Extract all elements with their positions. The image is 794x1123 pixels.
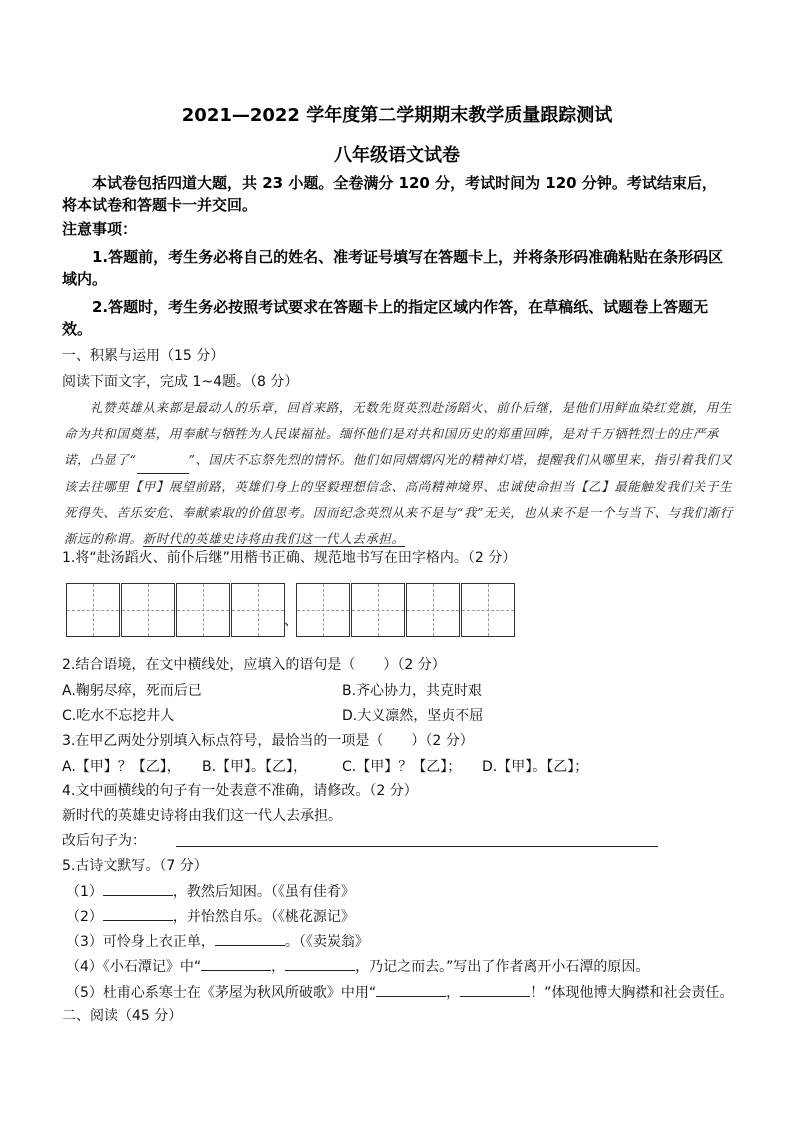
grid-cell (231, 583, 285, 637)
q5-item-middle: ， (446, 985, 461, 1001)
grid-cell (296, 583, 350, 637)
fill-blank (103, 906, 173, 921)
q5-item-prefix: （4）《小石潭记》中“ (66, 959, 202, 975)
grid-cell (351, 583, 405, 637)
q3-option-c: C.【甲】？【乙】； (342, 759, 462, 775)
reading-passage (64, 395, 734, 552)
q5-item-suffix: ！”体现他博大胸襟和社会责任。 (530, 985, 734, 1001)
section-2-heading: 二、阅读（45 分） (62, 1008, 183, 1024)
q5-item-prefix: （3）可怜身上衣正单， (66, 934, 215, 950)
q3-option-d: D.【甲】。【乙】； (482, 759, 589, 775)
q4-sentence: 新时代的英雄史诗将由我们这一代人去承担。 (62, 808, 342, 824)
writing-grid-left (66, 583, 286, 637)
question-3: 3.在甲乙两处分别填入标点符号，最恰当的一项是（ ）（2 分） (62, 733, 474, 749)
q4-answer-label: 改后句子为： (62, 833, 146, 849)
exam-intro: 本试卷包括四道大题，共 23 小题。全卷满分 120 分，考试时间为 120 分钟。考试结束后，将本试卷和答题卡一并交回。 (62, 174, 717, 214)
q3-option-a: A.【甲】？【乙】， (62, 759, 181, 775)
fill-blank (376, 982, 446, 997)
q2-option-b: B.齐心协力，共克时艰 (342, 683, 483, 699)
q5-item-2 (66, 906, 355, 927)
reading-instruction: 阅读下面文字，完成 1~4题。（8 分） (62, 374, 299, 390)
q5-item-5 (66, 982, 733, 1003)
grid-cell (121, 583, 175, 637)
q5-item-suffix: ，乃记之而去。”写出了作者离开小石潭的原因。 (355, 959, 650, 975)
q5-item-3 (66, 931, 369, 952)
grid-separator: 、 (284, 613, 298, 629)
q5-item-suffix: ，教然后知困。（《虽有佳肴》 (172, 884, 355, 900)
passage-part-2: ”、国庆不忘祭先烈的情怀。他们如同熠熠闪光的精神灯塔，提醒我们从哪里来，指引着我们又该去往哪里【甲】展望前路，英雄们身上的坚毅理想信念、高尚精神境界、忠诚使命担当【乙】最能触发我们关于生死得失、苦乐安危、奉献索取的价值思考。因而纪念英烈从来不是与“我”无关，也从来不是一个与当下、与我们渐行渐远的称谓。 (64, 452, 733, 546)
fill-blank (103, 881, 173, 896)
notice-item-1: 1.答题前，考生务必将自己的姓名、准考证号填写在答题卡上，并将条形码准确粘贴在条形码区域内。 (62, 248, 724, 288)
q5-item-prefix: （1） (66, 884, 103, 900)
question-2: 2.结合语境，在文中横线处，应填入的语句是（ ）（2 分） (62, 657, 446, 673)
q5-item-4 (66, 956, 649, 977)
q5-item-prefix: （2） (66, 909, 103, 925)
fill-blank (215, 931, 285, 946)
exam-subtitle: 八年级语文试卷 (334, 145, 460, 166)
passage-part-1: 礼赞英雄从来都是最动人的乐章，回首来路，无数先贤英烈赴汤蹈火、前仆后继，是他们用鲜血染红党旗，用生命为共和国奠基，用奉献与牺牲为人民谋福祉。缅怀他们是对共和国历史的郑重回眸，是对千万牺牲烈士的庄严承诺，凸显了“ (64, 400, 732, 467)
exam-title: 2021—2022 学年度第二学期期末教学质量跟踪测试 (181, 105, 613, 126)
q5-item-suffix: 。（《卖炭翁》 (284, 934, 369, 950)
question-4: 4.文中画横线的句子有一处表意不准确，请修改。（2 分） (62, 783, 418, 799)
grid-cell (66, 583, 120, 637)
question-1: 1.将“赴汤蹈火、前仆后继”用楷书正确、规范地书写在田字格内。（2 分） (62, 550, 517, 566)
grid-cell (461, 583, 515, 637)
q2-option-d: D.大义凛然，坚贞不屈 (342, 708, 484, 724)
q5-item-prefix: （5）杜甫心系寒士在《茅屋为秋风所破歌》中用“ (66, 985, 377, 1001)
section-1-heading: 一、积累与运用（15 分） (62, 348, 225, 364)
fill-blank (201, 956, 271, 971)
passage-blank (137, 447, 189, 474)
passage-underlined-sentence: 新时代的英雄史诗将由我们这一代人去承担。 (142, 531, 405, 546)
fill-blank (285, 956, 355, 971)
q5-item-1 (66, 881, 355, 902)
q2-option-a: A.鞠躬尽瘁，死而后已 (62, 683, 202, 699)
q5-item-suffix: ，并怡然自乐。（《桃花源记》 (172, 909, 355, 925)
notice-title: 注意事项： (62, 220, 138, 238)
q2-option-c: C.吃水不忘挖井人 (62, 708, 175, 724)
q3-option-b: B.【甲】。【乙】， (202, 759, 308, 775)
writing-grid-right (296, 583, 516, 637)
notice-item-2: 2.答题时，考生务必按照考试要求在答题卡上的指定区域内作答，在草稿纸、试题卷上答题无效。 (62, 298, 709, 338)
fill-blank (460, 982, 530, 997)
grid-cell (176, 583, 230, 637)
q4-answer-line (176, 846, 658, 847)
q5-item-middle: ， (271, 959, 286, 975)
grid-cell (406, 583, 460, 637)
question-5: 5.古诗文默写。（7 分） (62, 858, 208, 874)
